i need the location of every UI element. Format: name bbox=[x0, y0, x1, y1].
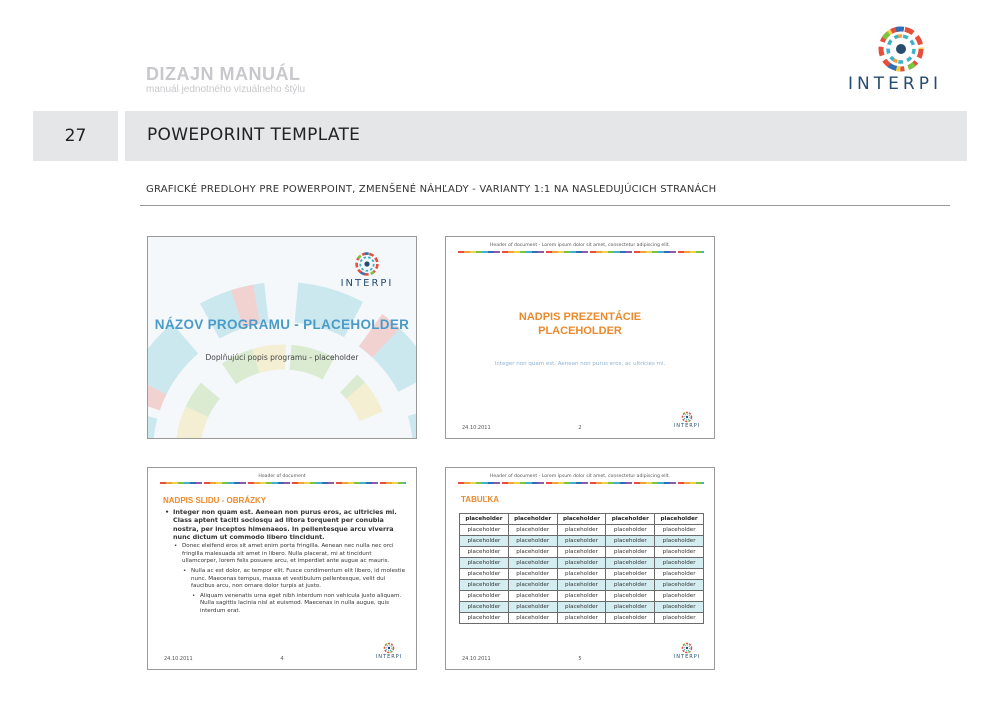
table-row bbox=[460, 525, 704, 536]
bullet-level-2: • Donec eleifend eros sit amet enim porta fringilla. Aenean nec nulla nec orci fringilla malesuada sit amet in libero. Nulla placerat, mi at tincidunt ullamcorper, lorem felis posuere arcu, et imperdiet ante augue ac mauris. bbox=[174, 543, 394, 565]
table-row bbox=[460, 602, 704, 613]
table-cell: placeholder bbox=[606, 547, 655, 558]
section-slide-body: Integer non quam est. Aenean non purus eros, ac ultricies mi. bbox=[494, 361, 666, 367]
interpi-logo-mark-icon bbox=[383, 642, 395, 654]
caption-divider bbox=[140, 205, 950, 206]
bullet-dot-icon: • bbox=[192, 592, 196, 599]
section-header bbox=[125, 111, 967, 161]
table-cell: placeholder bbox=[557, 591, 606, 602]
table-cell: placeholder bbox=[606, 569, 655, 580]
table-cell: placeholder bbox=[557, 547, 606, 558]
table-cell: placeholder bbox=[606, 591, 655, 602]
table-cell: placeholder bbox=[606, 558, 655, 569]
page-number: 27 bbox=[33, 111, 118, 161]
slide-logo-text: INTERPI bbox=[673, 423, 701, 429]
table-cell: placeholder bbox=[508, 591, 557, 602]
manual-title: DIZAJN MANUÁL bbox=[146, 64, 301, 84]
table-cell: placeholder bbox=[655, 558, 704, 569]
interpi-logo-text: INTERPI bbox=[848, 74, 942, 94]
table-header-cell: placeholder bbox=[508, 514, 557, 525]
slide-color-stripe bbox=[458, 251, 704, 253]
table-header-cell: placeholder bbox=[606, 514, 655, 525]
slide-logo-text: INTERPI bbox=[673, 654, 701, 660]
table-cell: placeholder bbox=[655, 591, 704, 602]
table-cell: placeholder bbox=[606, 525, 655, 536]
table-cell: placeholder bbox=[508, 569, 557, 580]
title-slide-logo bbox=[332, 251, 402, 291]
slide-preview-title bbox=[147, 236, 417, 439]
table-cell: placeholder bbox=[655, 547, 704, 558]
interpi-logo-mark-icon bbox=[354, 251, 380, 277]
slide-preview-table bbox=[445, 467, 715, 670]
table-cell: placeholder bbox=[460, 591, 509, 602]
slide-color-stripe bbox=[160, 482, 406, 484]
table-header-cell: placeholder bbox=[557, 514, 606, 525]
table-cell: placeholder bbox=[557, 558, 606, 569]
table-row bbox=[460, 536, 704, 547]
content-slide-bullets bbox=[163, 508, 407, 616]
section-slide-title-line2: PLACEHOLDER bbox=[538, 325, 622, 337]
table-row bbox=[460, 580, 704, 591]
title-slide-subtitle: Doplňujúci popis programu - placeholder bbox=[205, 353, 359, 362]
slide-header: Header of document - Lorem ipsum dolor sit amet, consectetur adipiscing elit. bbox=[489, 243, 671, 248]
table-row bbox=[460, 547, 704, 558]
table-row bbox=[460, 613, 704, 624]
slide-color-stripe bbox=[458, 482, 704, 484]
table-cell: placeholder bbox=[557, 569, 606, 580]
title-slide-title: NÁZOV PROGRAMU - PLACEHOLDER bbox=[154, 317, 410, 332]
table-slide-title: TABUĽKA bbox=[461, 495, 500, 504]
table-cell: placeholder bbox=[606, 613, 655, 624]
table-cell: placeholder bbox=[460, 580, 509, 591]
bullet-dot-icon: • bbox=[174, 543, 178, 550]
slide-date: 24.10.2011 bbox=[462, 656, 491, 662]
bullet-level-1: • Integer non quam est. Aenean non purus eros, ac ultricies mi. Class aptent taciti sociosqu ad litora torquent per conubia nostra, per inceptos himenaeos. In pellentesque arcu viverra nunc dictum ut commodo libero tincidunt. bbox=[165, 508, 397, 541]
interpi-logo-mark-icon bbox=[681, 642, 693, 654]
slide-page-number: 4 bbox=[280, 656, 284, 662]
table-cell: placeholder bbox=[460, 525, 509, 536]
table-cell: placeholder bbox=[460, 602, 509, 613]
table-cell: placeholder bbox=[655, 569, 704, 580]
table-cell: placeholder bbox=[655, 602, 704, 613]
bullet-level-4: • Aliquam venenatis urna eget nibh interdum non vehicula justo aliquam. Nulla sagittis lacinia nisl at euismod. Maecenas in nulla augue, quis interdum erat. bbox=[192, 592, 402, 614]
section-caption: GRAFICKÉ PREDLOHY PRE POWERPOINT, ZMENŠENÉ NÁHĽADY - VARIANTY 1:1 NA NASLEDUJÚCICH STRANÁCH bbox=[146, 184, 717, 195]
bullet-dot-icon: • bbox=[165, 508, 170, 516]
table-cell: placeholder bbox=[557, 536, 606, 547]
title-slide-logo-text: INTERPI bbox=[340, 278, 394, 289]
table-cell: placeholder bbox=[655, 613, 704, 624]
table-cell: placeholder bbox=[508, 602, 557, 613]
table-row bbox=[460, 569, 704, 580]
slide-logo bbox=[672, 642, 702, 664]
table-header-row bbox=[460, 514, 704, 525]
table-cell: placeholder bbox=[606, 536, 655, 547]
slide-logo bbox=[374, 642, 404, 664]
slide-page-number: 5 bbox=[578, 656, 582, 662]
interpi-logo bbox=[842, 24, 948, 96]
slide-preview-section bbox=[445, 236, 715, 439]
table-cell: placeholder bbox=[460, 613, 509, 624]
table-cell: placeholder bbox=[460, 547, 509, 558]
slide-logo-text: INTERPI bbox=[375, 654, 403, 660]
table-cell: placeholder bbox=[460, 536, 509, 547]
section-slide-title-line1: NADPIS PREZENTÁCIE bbox=[518, 311, 642, 323]
table-cell: placeholder bbox=[606, 602, 655, 613]
table-cell: placeholder bbox=[557, 580, 606, 591]
table-cell: placeholder bbox=[460, 558, 509, 569]
table-cell: placeholder bbox=[557, 613, 606, 624]
table-cell: placeholder bbox=[557, 602, 606, 613]
interpi-logo-mark-icon bbox=[876, 24, 926, 74]
manual-subtitle: manuál jednotného vizuálneho štýlu bbox=[146, 84, 305, 95]
table-cell: placeholder bbox=[508, 536, 557, 547]
table-cell: placeholder bbox=[508, 547, 557, 558]
content-slide-title: NADPIS SLIDU - OBRÁZKY bbox=[163, 496, 267, 505]
table-cell: placeholder bbox=[508, 613, 557, 624]
table-cell: placeholder bbox=[655, 525, 704, 536]
slide-date: 24.10.2011 bbox=[462, 425, 491, 431]
interpi-logo-mark-icon bbox=[681, 411, 693, 423]
section-slide-title bbox=[446, 310, 714, 338]
slide-date: 24.10.2011 bbox=[164, 656, 193, 662]
table-header-cell: placeholder bbox=[655, 514, 704, 525]
table-cell: placeholder bbox=[557, 525, 606, 536]
slide-page-number: 2 bbox=[578, 425, 582, 431]
bullet-dot-icon: • bbox=[183, 567, 187, 574]
table-cell: placeholder bbox=[508, 525, 557, 536]
bullet-level-3: • Nulla ac est dolor, ac tempor elit. Fusce condimentum elit libero, id molestie nunc. Maecenas tempus, massa et vestibulum pellentesque, velit dui faucibus arcu, non ornare dolor turpis at justo. bbox=[183, 567, 406, 590]
table-row bbox=[460, 591, 704, 602]
table-cell: placeholder bbox=[508, 558, 557, 569]
table-cell: placeholder bbox=[606, 580, 655, 591]
slide-logo bbox=[672, 411, 702, 433]
slide-header: Header of document - Lorem ipsum dolor sit amet, consectetur adipiscing elit. bbox=[489, 474, 671, 479]
table-cell: placeholder bbox=[655, 536, 704, 547]
slide-preview-content bbox=[147, 467, 417, 670]
section-title: POWEPORINT TEMPLATE bbox=[147, 125, 361, 145]
table-cell: placeholder bbox=[508, 580, 557, 591]
table-row bbox=[460, 558, 704, 569]
table-cell: placeholder bbox=[655, 580, 704, 591]
placeholder-table bbox=[459, 513, 704, 624]
table-body bbox=[460, 525, 704, 624]
slide-header: Header of document bbox=[258, 474, 306, 479]
table-header-cell: placeholder bbox=[460, 514, 509, 525]
table-cell: placeholder bbox=[460, 569, 509, 580]
